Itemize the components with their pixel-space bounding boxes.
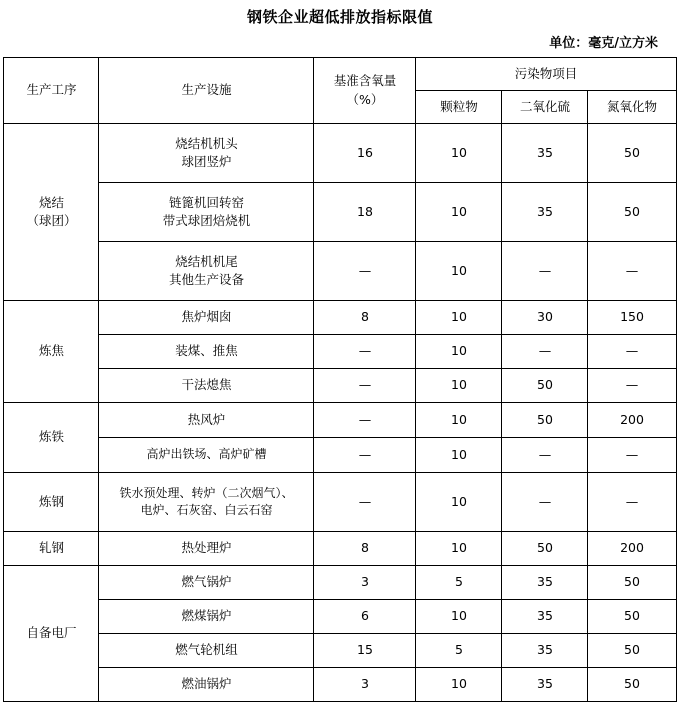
pm-value: 10: [416, 301, 502, 335]
table-row: [4, 403, 676, 438]
equipment-line2: 带式球团焙烧机: [162, 213, 251, 228]
nox-value: 50: [588, 600, 676, 634]
so2-value: 35: [502, 183, 588, 242]
header-nox: 氮氧化物: [588, 91, 676, 124]
oxygen-value: 3: [314, 566, 416, 600]
pm-value: 10: [416, 438, 502, 473]
oxygen-value: 6: [314, 600, 416, 634]
table-row: [4, 438, 676, 473]
equipment-line2: 电炉、石灰窑、白云石窑: [140, 503, 273, 517]
oxygen-value: 8: [314, 532, 416, 566]
equipment-cell: [99, 124, 314, 183]
oxygen-value: 15: [314, 634, 416, 668]
so2-value: 35: [502, 566, 588, 600]
header-oxygen-line2: （%）: [346, 91, 384, 107]
table-header-row-1: [4, 58, 676, 91]
process-sintering: [4, 124, 99, 301]
so2-value: —: [502, 242, 588, 301]
equipment-cell: [99, 473, 314, 532]
process-rolling: 轧钢: [4, 532, 99, 566]
pm-value: 5: [416, 566, 502, 600]
nox-value: —: [588, 438, 676, 473]
so2-value: 35: [502, 600, 588, 634]
header-process: 生产工序: [4, 58, 99, 124]
pm-value: 10: [416, 369, 502, 403]
so2-value: 50: [502, 369, 588, 403]
oxygen-value: —: [314, 242, 416, 301]
equipment-cell: 装煤、推焦: [99, 335, 314, 369]
so2-value: 50: [502, 532, 588, 566]
equipment-cell: 燃气轮机组: [99, 634, 314, 668]
equipment-line2: 其他生产设备: [168, 272, 244, 287]
oxygen-value: 18: [314, 183, 416, 242]
header-oxygen-line1: 基准含氧量: [333, 73, 397, 89]
table-row: [4, 369, 676, 403]
equipment-cell: 干法熄焦: [99, 369, 314, 403]
pm-value: 10: [416, 242, 502, 301]
header-so2: 二氧化硫: [502, 91, 588, 124]
emission-limits-table: [3, 57, 676, 702]
oxygen-value: 16: [314, 124, 416, 183]
so2-value: 35: [502, 634, 588, 668]
nox-value: —: [588, 369, 676, 403]
process-label-line2: （球团）: [26, 213, 77, 228]
equipment-cell: [99, 183, 314, 242]
process-steelmaking: 炼钢: [4, 473, 99, 532]
table-row: [4, 668, 676, 702]
table-row: [4, 124, 676, 183]
table-row: [4, 473, 676, 532]
nox-value: 50: [588, 634, 676, 668]
equipment-line2: 球团竖炉: [181, 154, 232, 169]
pm-value: 10: [416, 532, 502, 566]
so2-value: —: [502, 438, 588, 473]
oxygen-value: —: [314, 369, 416, 403]
so2-value: 35: [502, 668, 588, 702]
process-ironmaking: 炼铁: [4, 403, 99, 473]
process-captive-power-plant: 自备电厂: [4, 566, 99, 702]
nox-value: —: [588, 335, 676, 369]
so2-value: —: [502, 335, 588, 369]
equipment-cell: 焦炉烟囱: [99, 301, 314, 335]
pm-value: 10: [416, 403, 502, 438]
equipment-cell: 燃油锅炉: [99, 668, 314, 702]
nox-value: 50: [588, 183, 676, 242]
equipment-cell: 热处理炉: [99, 532, 314, 566]
unit-label: 单位：毫克/立方米: [549, 36, 658, 51]
table-row: [4, 532, 676, 566]
so2-value: 30: [502, 301, 588, 335]
nox-value: —: [588, 242, 676, 301]
pm-value: 5: [416, 634, 502, 668]
equipment-cell: 高炉出铁场、高炉矿槽: [99, 438, 314, 473]
header-oxygen: [314, 58, 416, 124]
pm-value: 10: [416, 335, 502, 369]
oxygen-value: —: [314, 473, 416, 532]
nox-value: 200: [588, 403, 676, 438]
so2-value: 50: [502, 403, 588, 438]
process-coking: 炼焦: [4, 301, 99, 403]
equipment-cell: 燃煤锅炉: [99, 600, 314, 634]
nox-value: 50: [588, 124, 676, 183]
header-pm: 颗粒物: [416, 91, 502, 124]
equipment-line1: 铁水预处理、转炉（二次烟气）、: [119, 485, 294, 500]
equipment-cell: 热风炉: [99, 403, 314, 438]
equipment-cell: 燃气锅炉: [99, 566, 314, 600]
oxygen-value: —: [314, 335, 416, 369]
so2-value: —: [502, 473, 588, 532]
equipment-line1: 烧结机机尾: [175, 253, 238, 269]
pm-value: 10: [416, 183, 502, 242]
table-row: [4, 566, 676, 600]
table-row: [4, 600, 676, 634]
oxygen-value: —: [314, 438, 416, 473]
table-row: [4, 335, 676, 369]
table-row: [4, 634, 676, 668]
process-label-line1: 烧结: [38, 194, 64, 210]
equipment-line1: 链篦机回转窑: [168, 194, 244, 210]
pm-value: 10: [416, 124, 502, 183]
table-row: [4, 301, 676, 335]
pm-value: 10: [416, 473, 502, 532]
nox-value: —: [588, 473, 676, 532]
page-title: 钢铁企业超低排放指标限值: [246, 8, 433, 26]
oxygen-value: 8: [314, 301, 416, 335]
header-equipment: 生产设施: [99, 58, 314, 124]
nox-value: 200: [588, 532, 676, 566]
table-row: [4, 183, 676, 242]
table-row: [4, 242, 676, 301]
pm-value: 10: [416, 600, 502, 634]
nox-value: 50: [588, 668, 676, 702]
equipment-line1: 烧结机机头: [175, 135, 238, 151]
so2-value: 35: [502, 124, 588, 183]
oxygen-value: —: [314, 403, 416, 438]
header-pollutants: 污染物项目: [416, 58, 676, 91]
oxygen-value: 3: [314, 668, 416, 702]
nox-value: 50: [588, 566, 676, 600]
nox-value: 150: [588, 301, 676, 335]
pm-value: 10: [416, 668, 502, 702]
equipment-cell: [99, 242, 314, 301]
